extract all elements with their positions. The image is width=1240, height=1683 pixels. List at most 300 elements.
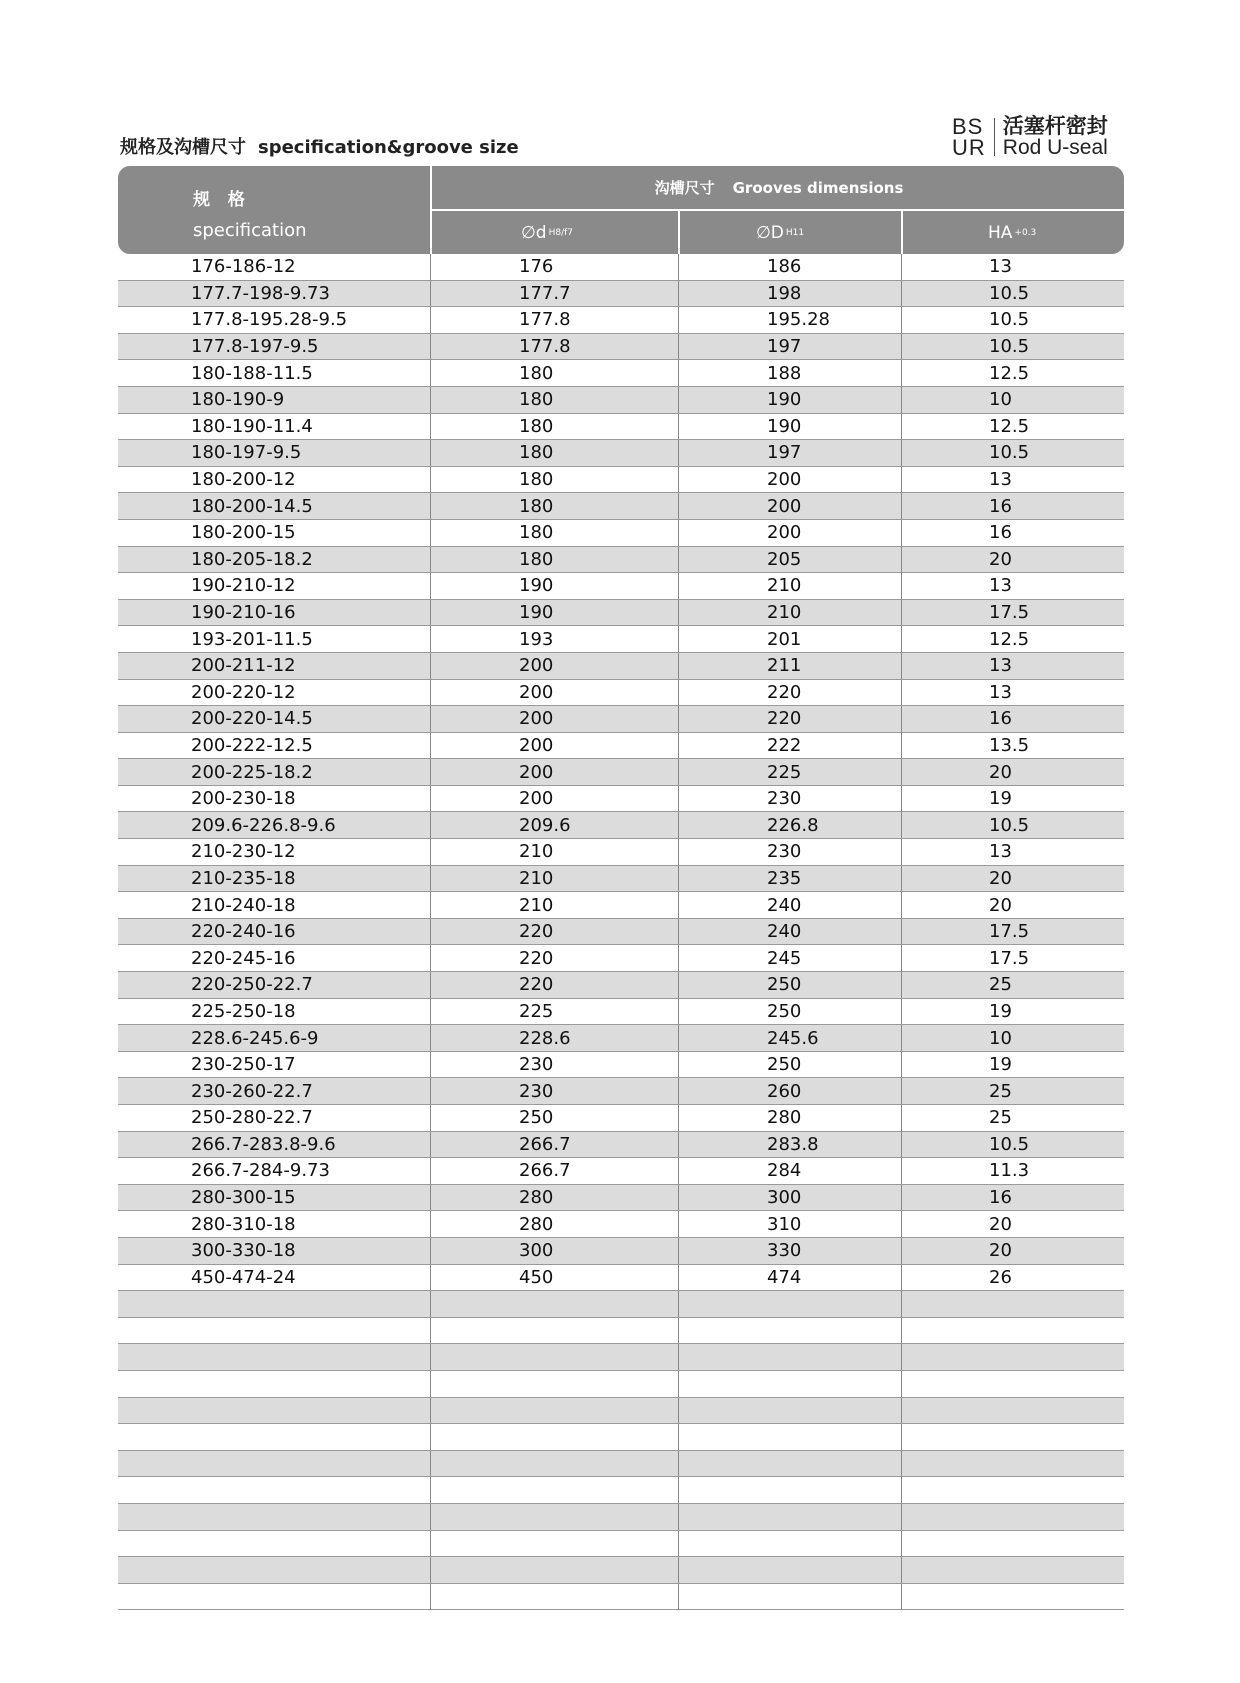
column-divider [678, 547, 679, 573]
cell-specification: 280-310-18 [191, 1213, 296, 1235]
column-divider [678, 812, 679, 838]
column-divider [430, 387, 431, 413]
column-divider [678, 626, 679, 652]
cell-rod-diameter: 250 [519, 1107, 554, 1129]
column-divider [678, 520, 679, 546]
table-row [118, 1132, 1124, 1159]
column-divider [430, 1025, 431, 1051]
column-divider [430, 972, 431, 998]
cell-groove-width: 13.5 [989, 734, 1030, 756]
cell-groove-diameter: 220 [767, 708, 802, 730]
column-divider [678, 1185, 679, 1211]
table-row [118, 254, 1124, 281]
column-divider [901, 733, 902, 759]
column-divider [901, 1344, 902, 1370]
cell-specification: 200-225-18.2 [191, 761, 313, 783]
column-divider [901, 1451, 902, 1477]
table-row [118, 733, 1124, 760]
cell-rod-diameter: 266.7 [519, 1160, 571, 1182]
product-code [952, 116, 986, 158]
table-row [118, 706, 1124, 733]
cell-specification: 180-190-11.4 [191, 415, 313, 437]
column-divider [678, 786, 679, 812]
cell-specification: 180-200-14.5 [191, 495, 313, 517]
header-col-H-label: HA [988, 222, 1013, 243]
cell-rod-diameter: 190 [519, 575, 554, 597]
cell-groove-width: 10 [989, 389, 1012, 411]
column-divider [901, 440, 902, 466]
cell-groove-width: 16 [989, 1187, 1012, 1209]
column-divider [901, 600, 902, 626]
column-divider [430, 1105, 431, 1131]
cell-groove-diameter: 300 [767, 1187, 802, 1209]
column-divider [430, 467, 431, 493]
table-row [118, 1398, 1124, 1425]
cell-rod-diameter: 177.8 [519, 336, 571, 358]
cell-rod-diameter: 210 [519, 841, 554, 863]
column-divider [430, 1584, 431, 1610]
column-divider [678, 733, 679, 759]
cell-specification: 266.7-284-9.73 [191, 1160, 330, 1182]
header-spec-en: specification [193, 220, 307, 241]
cell-specification: 180-197-9.5 [191, 442, 302, 464]
column-divider [430, 945, 431, 971]
cell-rod-diameter: 300 [519, 1240, 554, 1262]
cell-groove-diameter: 260 [767, 1080, 802, 1102]
cell-specification: 180-205-18.2 [191, 548, 313, 570]
table-row [118, 573, 1124, 600]
table-row [118, 1584, 1124, 1611]
column-divider [678, 1078, 679, 1104]
product-name-cn: 活塞杆密封 [1002, 115, 1108, 138]
cell-groove-diameter: 190 [767, 389, 802, 411]
cell-rod-diameter: 180 [519, 389, 554, 411]
column-divider [678, 1584, 679, 1610]
cell-specification: 200-220-12 [191, 681, 296, 703]
table-row [118, 1451, 1124, 1478]
table-row [118, 547, 1124, 574]
column-divider [678, 1265, 679, 1291]
column-divider [678, 600, 679, 626]
column-divider [678, 1371, 679, 1397]
table-row [118, 759, 1124, 786]
cell-groove-width: 12.5 [989, 362, 1030, 384]
column-divider [430, 493, 431, 519]
column-divider [901, 1504, 902, 1530]
column-divider [678, 360, 679, 386]
column-divider [678, 1025, 679, 1051]
table-row [118, 1052, 1124, 1079]
cell-groove-diameter: 210 [767, 602, 802, 624]
table-row [118, 1158, 1124, 1185]
table-row [118, 360, 1124, 387]
header-col-divider [678, 211, 680, 254]
cell-groove-width: 20 [989, 548, 1012, 570]
column-divider [901, 1211, 902, 1237]
column-divider [901, 812, 902, 838]
column-divider [430, 653, 431, 679]
cell-rod-diameter: 280 [519, 1213, 554, 1235]
cell-groove-width: 13 [989, 841, 1012, 863]
cell-groove-width: 12.5 [989, 628, 1030, 650]
table-row [118, 1424, 1124, 1451]
cell-specification: 200-222-12.5 [191, 734, 313, 756]
column-divider [430, 1424, 431, 1450]
header-col-d-label: ∅d [521, 222, 547, 243]
column-divider [901, 414, 902, 440]
cell-groove-diameter: 222 [767, 734, 802, 756]
table-row [118, 307, 1124, 334]
column-divider [678, 999, 679, 1025]
header-col-D [756, 211, 804, 254]
cell-groove-width: 12.5 [989, 415, 1030, 437]
column-divider [430, 999, 431, 1025]
cell-groove-diameter: 245 [767, 947, 802, 969]
column-divider [678, 866, 679, 892]
header-col-divider [430, 166, 432, 254]
column-divider [678, 1531, 679, 1557]
table-row [118, 1078, 1124, 1105]
column-divider [901, 653, 902, 679]
cell-groove-width: 13 [989, 655, 1012, 677]
cell-groove-diameter: 190 [767, 415, 802, 437]
cell-rod-diameter: 190 [519, 602, 554, 624]
column-divider [901, 1424, 902, 1450]
column-divider [901, 919, 902, 945]
column-divider [901, 1371, 902, 1397]
column-divider [901, 1265, 902, 1291]
spec-table [118, 166, 1124, 1610]
column-divider [430, 307, 431, 333]
cell-specification: 280-300-15 [191, 1187, 296, 1209]
column-divider [901, 387, 902, 413]
column-divider [430, 1398, 431, 1424]
table-row [118, 1318, 1124, 1345]
column-divider [430, 1078, 431, 1104]
column-divider [678, 839, 679, 865]
cell-rod-diameter: 230 [519, 1054, 554, 1076]
table-row [118, 1557, 1124, 1584]
table-row [118, 334, 1124, 361]
cell-groove-diameter: 250 [767, 1054, 802, 1076]
column-divider [430, 1318, 431, 1344]
table-row [118, 680, 1124, 707]
cell-groove-width: 25 [989, 974, 1012, 996]
header-col-D-tolerance: H11 [785, 227, 805, 238]
table-row [118, 414, 1124, 441]
cell-groove-width: 20 [989, 894, 1012, 916]
column-divider [901, 360, 902, 386]
cell-groove-diameter: 211 [767, 655, 802, 677]
column-divider [901, 1531, 902, 1557]
cell-groove-diameter: 283.8 [767, 1133, 819, 1155]
table-row [118, 1531, 1124, 1558]
cell-specification: 177.7-198-9.73 [191, 282, 330, 304]
column-divider [678, 680, 679, 706]
column-divider [678, 1504, 679, 1530]
table-row [118, 972, 1124, 999]
cell-rod-diameter: 193 [519, 628, 554, 650]
cell-specification: 193-201-11.5 [191, 628, 313, 650]
cell-specification: 200-211-12 [191, 655, 296, 677]
column-divider [430, 866, 431, 892]
column-divider [430, 733, 431, 759]
column-divider [901, 1105, 902, 1131]
table-row [118, 1105, 1124, 1132]
column-divider [678, 493, 679, 519]
cell-groove-width: 17.5 [989, 921, 1030, 943]
column-divider [901, 972, 902, 998]
column-divider [901, 1052, 902, 1078]
cell-specification: 180-188-11.5 [191, 362, 313, 384]
cell-rod-diameter: 180 [519, 469, 554, 491]
table-row [118, 1504, 1124, 1531]
table-row [118, 1211, 1124, 1238]
column-divider [430, 1265, 431, 1291]
cell-specification: 176-186-12 [191, 256, 296, 278]
cell-groove-diameter: 280 [767, 1107, 802, 1129]
cell-groove-width: 16 [989, 495, 1012, 517]
cell-rod-diameter: 180 [519, 442, 554, 464]
column-divider [430, 919, 431, 945]
column-divider [678, 759, 679, 785]
cell-groove-diameter: 330 [767, 1240, 802, 1262]
cell-groove-diameter: 284 [767, 1160, 802, 1182]
table-row [118, 1344, 1124, 1371]
column-divider [678, 892, 679, 918]
cell-specification: 190-210-16 [191, 602, 296, 624]
column-divider [901, 1398, 902, 1424]
column-divider [678, 254, 679, 280]
column-divider [678, 1424, 679, 1450]
cell-groove-diameter: 240 [767, 921, 802, 943]
cell-rod-diameter: 220 [519, 947, 554, 969]
cell-rod-diameter: 200 [519, 734, 554, 756]
header-col-divider [901, 211, 903, 254]
table-row [118, 493, 1124, 520]
table-row [118, 1477, 1124, 1504]
cell-specification: 220-245-16 [191, 947, 296, 969]
cell-groove-diameter: 186 [767, 256, 802, 278]
cell-groove-diameter: 250 [767, 1000, 802, 1022]
table-header [118, 166, 1124, 254]
cell-groove-width: 17.5 [989, 602, 1030, 624]
column-divider [678, 1477, 679, 1503]
cell-groove-diameter: 235 [767, 867, 802, 889]
column-divider [430, 1291, 431, 1317]
header-spec-cn: 规 格 [193, 190, 251, 210]
cell-rod-diameter: 200 [519, 681, 554, 703]
column-divider [430, 786, 431, 812]
column-divider [901, 1477, 902, 1503]
column-divider [678, 281, 679, 307]
cell-groove-diameter: 201 [767, 628, 802, 650]
column-divider [430, 892, 431, 918]
cell-groove-width: 13 [989, 575, 1012, 597]
column-divider [430, 1477, 431, 1503]
table-row [118, 1025, 1124, 1052]
column-divider [901, 945, 902, 971]
cell-specification: 228.6-245.6-9 [191, 1027, 319, 1049]
page-title-en: specification&groove size [258, 137, 519, 158]
column-divider [901, 786, 902, 812]
header-grooves-en: Grooves dimensions [732, 178, 904, 197]
cell-groove-diameter: 200 [767, 495, 802, 517]
table-row [118, 892, 1124, 919]
header-grooves-cn: 沟槽尺寸 [654, 179, 715, 197]
column-divider [678, 414, 679, 440]
column-divider [430, 1504, 431, 1530]
page-title-cn: 规格及沟槽尺寸 [120, 137, 246, 158]
column-divider [430, 1238, 431, 1264]
cell-rod-diameter: 209.6 [519, 814, 571, 836]
cell-specification: 180-200-12 [191, 469, 296, 491]
cell-groove-width: 10.5 [989, 814, 1030, 836]
cell-rod-diameter: 180 [519, 362, 554, 384]
table-row [118, 812, 1124, 839]
cell-rod-diameter: 177.7 [519, 282, 571, 304]
cell-groove-diameter: 210 [767, 575, 802, 597]
column-divider [430, 1531, 431, 1557]
column-divider [430, 1132, 431, 1158]
column-divider [901, 626, 902, 652]
column-divider [901, 1557, 902, 1583]
cell-specification: 230-260-22.7 [191, 1080, 313, 1102]
header-col-d [521, 211, 573, 254]
cell-specification: 210-230-12 [191, 841, 296, 863]
header-col-D-label: ∅D [756, 222, 784, 243]
column-divider [430, 573, 431, 599]
cell-groove-width: 13 [989, 681, 1012, 703]
cell-rod-diameter: 180 [519, 415, 554, 437]
cell-rod-diameter: 176 [519, 256, 554, 278]
cell-groove-diameter: 205 [767, 548, 802, 570]
table-row [118, 1291, 1124, 1318]
header-col-H-tolerance: +0.3 [1014, 227, 1037, 238]
column-divider [430, 706, 431, 732]
column-divider [901, 1584, 902, 1610]
column-divider [430, 1052, 431, 1078]
column-divider [678, 653, 679, 679]
cell-groove-diameter: 240 [767, 894, 802, 916]
column-divider [901, 680, 902, 706]
column-divider [430, 1211, 431, 1237]
column-divider [901, 547, 902, 573]
column-divider [901, 839, 902, 865]
cell-specification: 200-220-14.5 [191, 708, 313, 730]
column-divider [678, 334, 679, 360]
cell-groove-width: 11.3 [989, 1160, 1030, 1182]
column-divider [678, 1158, 679, 1184]
column-divider [430, 520, 431, 546]
column-divider [430, 626, 431, 652]
table-row [118, 866, 1124, 893]
header-col-H [988, 211, 1036, 254]
cell-specification: 209.6-226.8-9.6 [191, 814, 336, 836]
table-row [118, 1185, 1124, 1212]
cell-groove-width: 19 [989, 1000, 1012, 1022]
column-divider [901, 999, 902, 1025]
cell-groove-width: 13 [989, 469, 1012, 491]
column-divider [678, 440, 679, 466]
cell-specification: 177.8-195.28-9.5 [191, 309, 348, 331]
column-divider [678, 945, 679, 971]
cell-rod-diameter: 450 [519, 1266, 554, 1288]
cell-groove-width: 25 [989, 1107, 1012, 1129]
table-row [118, 1371, 1124, 1398]
column-divider [430, 254, 431, 280]
cell-rod-diameter: 266.7 [519, 1133, 571, 1155]
column-divider [430, 600, 431, 626]
cell-groove-diameter: 250 [767, 974, 802, 996]
cell-rod-diameter: 200 [519, 788, 554, 810]
product-name-en: Rod U-seal [1002, 136, 1108, 159]
cell-specification: 200-230-18 [191, 788, 296, 810]
cell-specification: 220-240-16 [191, 921, 296, 943]
column-divider [901, 467, 902, 493]
cell-groove-width: 19 [989, 1054, 1012, 1076]
column-divider [901, 1185, 902, 1211]
cell-groove-width: 25 [989, 1080, 1012, 1102]
table-row [118, 387, 1124, 414]
cell-groove-diameter: 230 [767, 788, 802, 810]
brand-divider [994, 118, 995, 156]
column-divider [430, 1557, 431, 1583]
cell-specification: 180-190-9 [191, 389, 285, 411]
column-divider [678, 1344, 679, 1370]
column-divider [901, 1132, 902, 1158]
table-body [118, 254, 1124, 1610]
page-title [120, 133, 519, 159]
cell-rod-diameter: 200 [519, 761, 554, 783]
table-row [118, 653, 1124, 680]
table-row [118, 1265, 1124, 1292]
column-divider [901, 281, 902, 307]
cell-groove-width: 20 [989, 761, 1012, 783]
cell-groove-diameter: 220 [767, 681, 802, 703]
column-divider [901, 1158, 902, 1184]
column-divider [430, 1158, 431, 1184]
cell-groove-width: 10.5 [989, 282, 1030, 304]
cell-specification: 180-200-15 [191, 522, 296, 544]
cell-groove-diameter: 225 [767, 761, 802, 783]
cell-rod-diameter: 228.6 [519, 1027, 571, 1049]
cell-groove-diameter: 230 [767, 841, 802, 863]
cell-groove-diameter: 474 [767, 1266, 802, 1288]
cell-rod-diameter: 220 [519, 974, 554, 996]
column-divider [901, 1238, 902, 1264]
column-divider [678, 1451, 679, 1477]
column-divider [678, 919, 679, 945]
column-divider [678, 1398, 679, 1424]
column-divider [678, 573, 679, 599]
table-row [118, 1238, 1124, 1265]
product-name [1003, 116, 1108, 158]
table-row [118, 281, 1124, 308]
product-brand [952, 116, 1108, 158]
cell-groove-width: 10.5 [989, 336, 1030, 358]
column-divider [430, 281, 431, 307]
column-divider [678, 1052, 679, 1078]
column-divider [678, 1211, 679, 1237]
column-divider [901, 254, 902, 280]
cell-groove-diameter: 188 [767, 362, 802, 384]
column-divider [430, 839, 431, 865]
table-row [118, 600, 1124, 627]
column-divider [430, 547, 431, 573]
cell-groove-width: 17.5 [989, 947, 1030, 969]
cell-specification: 177.8-197-9.5 [191, 336, 319, 358]
